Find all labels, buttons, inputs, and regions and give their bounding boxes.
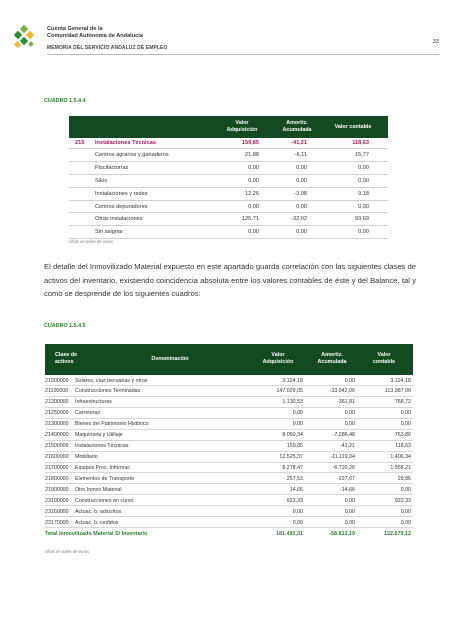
cell-amort: 0,00: [344, 421, 355, 428]
table2-note: cifras en miles de euros: [45, 549, 90, 554]
table-row: [69, 149, 388, 162]
cell-name: Otras instalaciones: [95, 216, 143, 223]
total-label: Total Inmovilizado Material S/ Inventario: [45, 530, 148, 537]
cell-amort: 0,00: [344, 519, 355, 526]
cell-name: Actuac. b. cedidos: [75, 519, 119, 526]
table-row: [45, 419, 413, 430]
cell-adq: 14,66: [289, 486, 303, 493]
cell-amort: -33.042,06: [329, 388, 355, 395]
table2: [45, 344, 413, 539]
cell-name: Equipos Proc. Informac: [75, 465, 131, 471]
org-line-1: Cuenta General de la: [47, 26, 103, 32]
table-row: [45, 463, 413, 474]
col-denominacion: Denominación: [151, 356, 189, 362]
cell-name: Carreteras: [75, 410, 101, 417]
table-row: [45, 517, 413, 528]
organization-name: [47, 26, 143, 40]
cell-amort: -3,08: [294, 190, 307, 197]
table2-header: [45, 344, 413, 375]
cell-amort: 0,00: [344, 410, 355, 417]
cell-amort: 0,00: [296, 177, 307, 184]
cell-amort: 0,00: [296, 203, 307, 210]
cell-code: 21250000: [45, 410, 69, 417]
cell-contable: 0,00: [400, 508, 411, 515]
cell-amort: -41,21: [339, 443, 355, 450]
main-name: Instalaciones Técnicas: [95, 140, 156, 146]
col-amortiz-acumulada: Amortiz. Acumulada: [282, 120, 312, 133]
table-row: [69, 201, 388, 214]
cell-code: 21000000: [45, 377, 69, 384]
table-row: [45, 375, 413, 386]
cell-contable: 0,00: [358, 164, 369, 171]
cell-amort: 0,00: [344, 508, 355, 515]
cell-adq: 922,33: [286, 497, 303, 504]
cell-adq: 0,00: [248, 177, 259, 184]
table-row: [45, 386, 413, 397]
cell-code: 23170000: [45, 519, 69, 526]
cell-adq: 8.050,34: [282, 432, 303, 439]
col-amortiz-acumulada: Amortiz. Acumulada: [317, 352, 347, 365]
cell-name: Actuac. b. adscritos: [75, 508, 122, 515]
cell-name: Otro Inmov Material: [75, 486, 122, 493]
cell-amort: 0,00: [296, 164, 307, 171]
table-row: [45, 397, 413, 408]
cell-contable: 1.406,34: [390, 454, 411, 461]
cell-adq: 0,00: [248, 164, 259, 171]
table-row: [69, 226, 388, 239]
cell-amort: -32,02: [291, 216, 307, 223]
cell-amort: 0,00: [296, 229, 307, 236]
cell-contable: 93,69: [355, 216, 369, 223]
cell-name: Construcciones Terminadas: [75, 388, 141, 395]
cell-code: 21100000: [45, 388, 69, 395]
cell-adq: 0,00: [248, 229, 259, 236]
cell-contable: 1.558,21: [390, 465, 411, 471]
table1-header: [69, 116, 388, 138]
total-amort: -58.813,19: [329, 530, 355, 537]
cell-name: Piscifactorías: [95, 164, 129, 171]
cell-code: 23100000: [45, 497, 69, 504]
cell-amort: -14,66: [339, 486, 355, 493]
main-code: 215: [75, 140, 85, 146]
cell-code: 21900000: [45, 486, 69, 493]
table-row: [69, 188, 388, 201]
cell-code: 21600000: [45, 454, 69, 461]
cell-contable: 0,00: [358, 203, 369, 210]
cell-contable: 0,00: [358, 229, 369, 236]
cell-contable: 113.987,00: [384, 388, 411, 395]
cell-code: 21300000: [45, 421, 69, 428]
cell-adq: 125,71: [241, 216, 259, 223]
cell-contable: 9,18: [358, 190, 369, 197]
cell-amort: -11.119,04: [330, 454, 355, 461]
cell-name: Instalaciones y redes: [95, 190, 148, 197]
cell-name: Bienes del Patrimonio Histórico: [75, 421, 149, 428]
cell-code: 21700000: [45, 465, 69, 471]
cell-adq: 8.278,47: [282, 465, 303, 471]
cell-name: Construcciones en curso: [75, 497, 134, 504]
cell-amort: -227,67: [337, 475, 355, 482]
cell-code: 21500000: [45, 443, 69, 450]
document-subtitle: MEMORIA DEL SERVICIO ANDALUZ DE EMPLEO: [47, 45, 168, 51]
cell-code: 21200000: [45, 399, 69, 406]
table1-note: cifras en miles de euros: [69, 239, 114, 244]
col-clase: Clase de activos: [55, 352, 78, 365]
header-divider: [47, 54, 439, 55]
table-row: [45, 452, 413, 463]
col-valor-adquisicion: Valor Adquisición: [262, 352, 294, 365]
cell-code: 21400000: [45, 432, 69, 439]
cell-adq: 147.029,05: [276, 388, 303, 395]
cell-name: Elementos de Transporte: [75, 475, 135, 482]
table-row: [69, 162, 388, 175]
table2-title: CUADRO 1.5.4.5: [44, 323, 86, 329]
junta-andalucia-logo-icon: [13, 24, 43, 50]
cell-amort: 0,00: [344, 497, 355, 504]
cell-adq: 0,00: [292, 421, 303, 428]
cell-contable: 0,00: [400, 410, 411, 417]
table-row: [69, 175, 388, 188]
table-row: [69, 213, 388, 226]
table-row: [45, 473, 413, 484]
table-row: [45, 430, 413, 441]
cell-name: Sin asignar: [95, 229, 123, 236]
org-line-2: Comunidad Autónoma de Andalucía: [47, 33, 143, 39]
cell-name: Infraestructuras: [75, 399, 112, 406]
cell-adq: 0,00: [292, 519, 303, 526]
total-contable: 122.679,12: [384, 530, 411, 537]
cell-adq: 12,26: [245, 190, 259, 197]
col-valor-adquisicion: Valor Adquisición: [226, 120, 258, 133]
cell-adq: 0,00: [248, 203, 259, 210]
cell-contable: 118,63: [395, 443, 411, 450]
table1-main-row: [69, 138, 388, 149]
table-row: [45, 495, 413, 506]
main-adq: 159,85: [241, 140, 259, 146]
cell-amort: 0,00: [344, 377, 355, 384]
table-row: [45, 506, 413, 517]
table2-total-row: [45, 528, 413, 539]
cell-name: Maquinaria y Utillaje: [75, 432, 123, 439]
cell-adq: 159,85: [286, 443, 303, 450]
cell-adq: 0,00: [292, 410, 303, 417]
cell-adq: 257,53: [286, 475, 303, 482]
page-number: 33: [432, 39, 439, 45]
cell-name: Solares, vías pecuarias y otros: [75, 377, 148, 384]
cell-adq: 1.130,53: [282, 399, 303, 406]
cell-contable: 15,77: [355, 152, 369, 158]
cell-code: 23160000: [45, 508, 69, 515]
cell-adq: 3.124,18: [282, 377, 303, 384]
cell-adq: 0,00: [292, 508, 303, 515]
body-paragraph: El detalle del Inmovilizado Material expuesto en este apartado guarda correlación con las siguientes clases de activos del inventario, existiendo coincidencia absoluta entre los valores contables de éste y del Balance, tal y como se desprende de los siguientes cuadros:: [44, 262, 416, 298]
cell-name: Centros depuradores: [95, 203, 148, 210]
cell-contable: 0,00: [358, 177, 369, 184]
table1: [69, 116, 388, 239]
cell-name: Centros agrarios y ganaderos: [95, 152, 169, 158]
total-adq: 181.492,31: [276, 530, 303, 537]
cell-amort: -6.720,26: [332, 465, 355, 471]
cell-amort: -6,11: [294, 152, 307, 158]
main-amort: -41,21: [291, 140, 307, 146]
cell-name: Silos: [95, 177, 108, 184]
cell-amort: -361,81: [337, 399, 355, 406]
cell-contable: 0,00: [400, 486, 411, 493]
cell-contable: 922,33: [394, 497, 411, 504]
cell-code: 21800000: [45, 475, 69, 482]
cell-name: Mobiliario: [75, 454, 98, 461]
table1-rows: [69, 149, 388, 239]
cell-contable: 0,00: [400, 421, 411, 428]
cell-name: Instalaciones Técnicas: [75, 443, 129, 450]
cell-contable: 3.124,18: [390, 377, 411, 384]
cell-contable: 763,86: [394, 432, 411, 439]
cell-contable: 0,00: [400, 519, 411, 526]
table1-title: CUADRO 1.5.4.4: [44, 98, 86, 104]
col-valor-contable: Valor contable: [372, 352, 396, 365]
table-row: [45, 484, 413, 495]
cell-adq: 21,88: [245, 152, 259, 158]
col-valor-contable: Valor contable: [334, 124, 372, 130]
table-row: [45, 441, 413, 452]
main-contable: 118,63: [352, 140, 369, 146]
table2-rows: [45, 375, 413, 528]
cell-contable: 29,86: [397, 475, 411, 482]
cell-adq: 12.525,37: [279, 454, 303, 461]
cell-amort: -7.286,48: [332, 432, 355, 439]
table-row: [45, 408, 413, 419]
cell-contable: 768,72: [394, 399, 411, 406]
